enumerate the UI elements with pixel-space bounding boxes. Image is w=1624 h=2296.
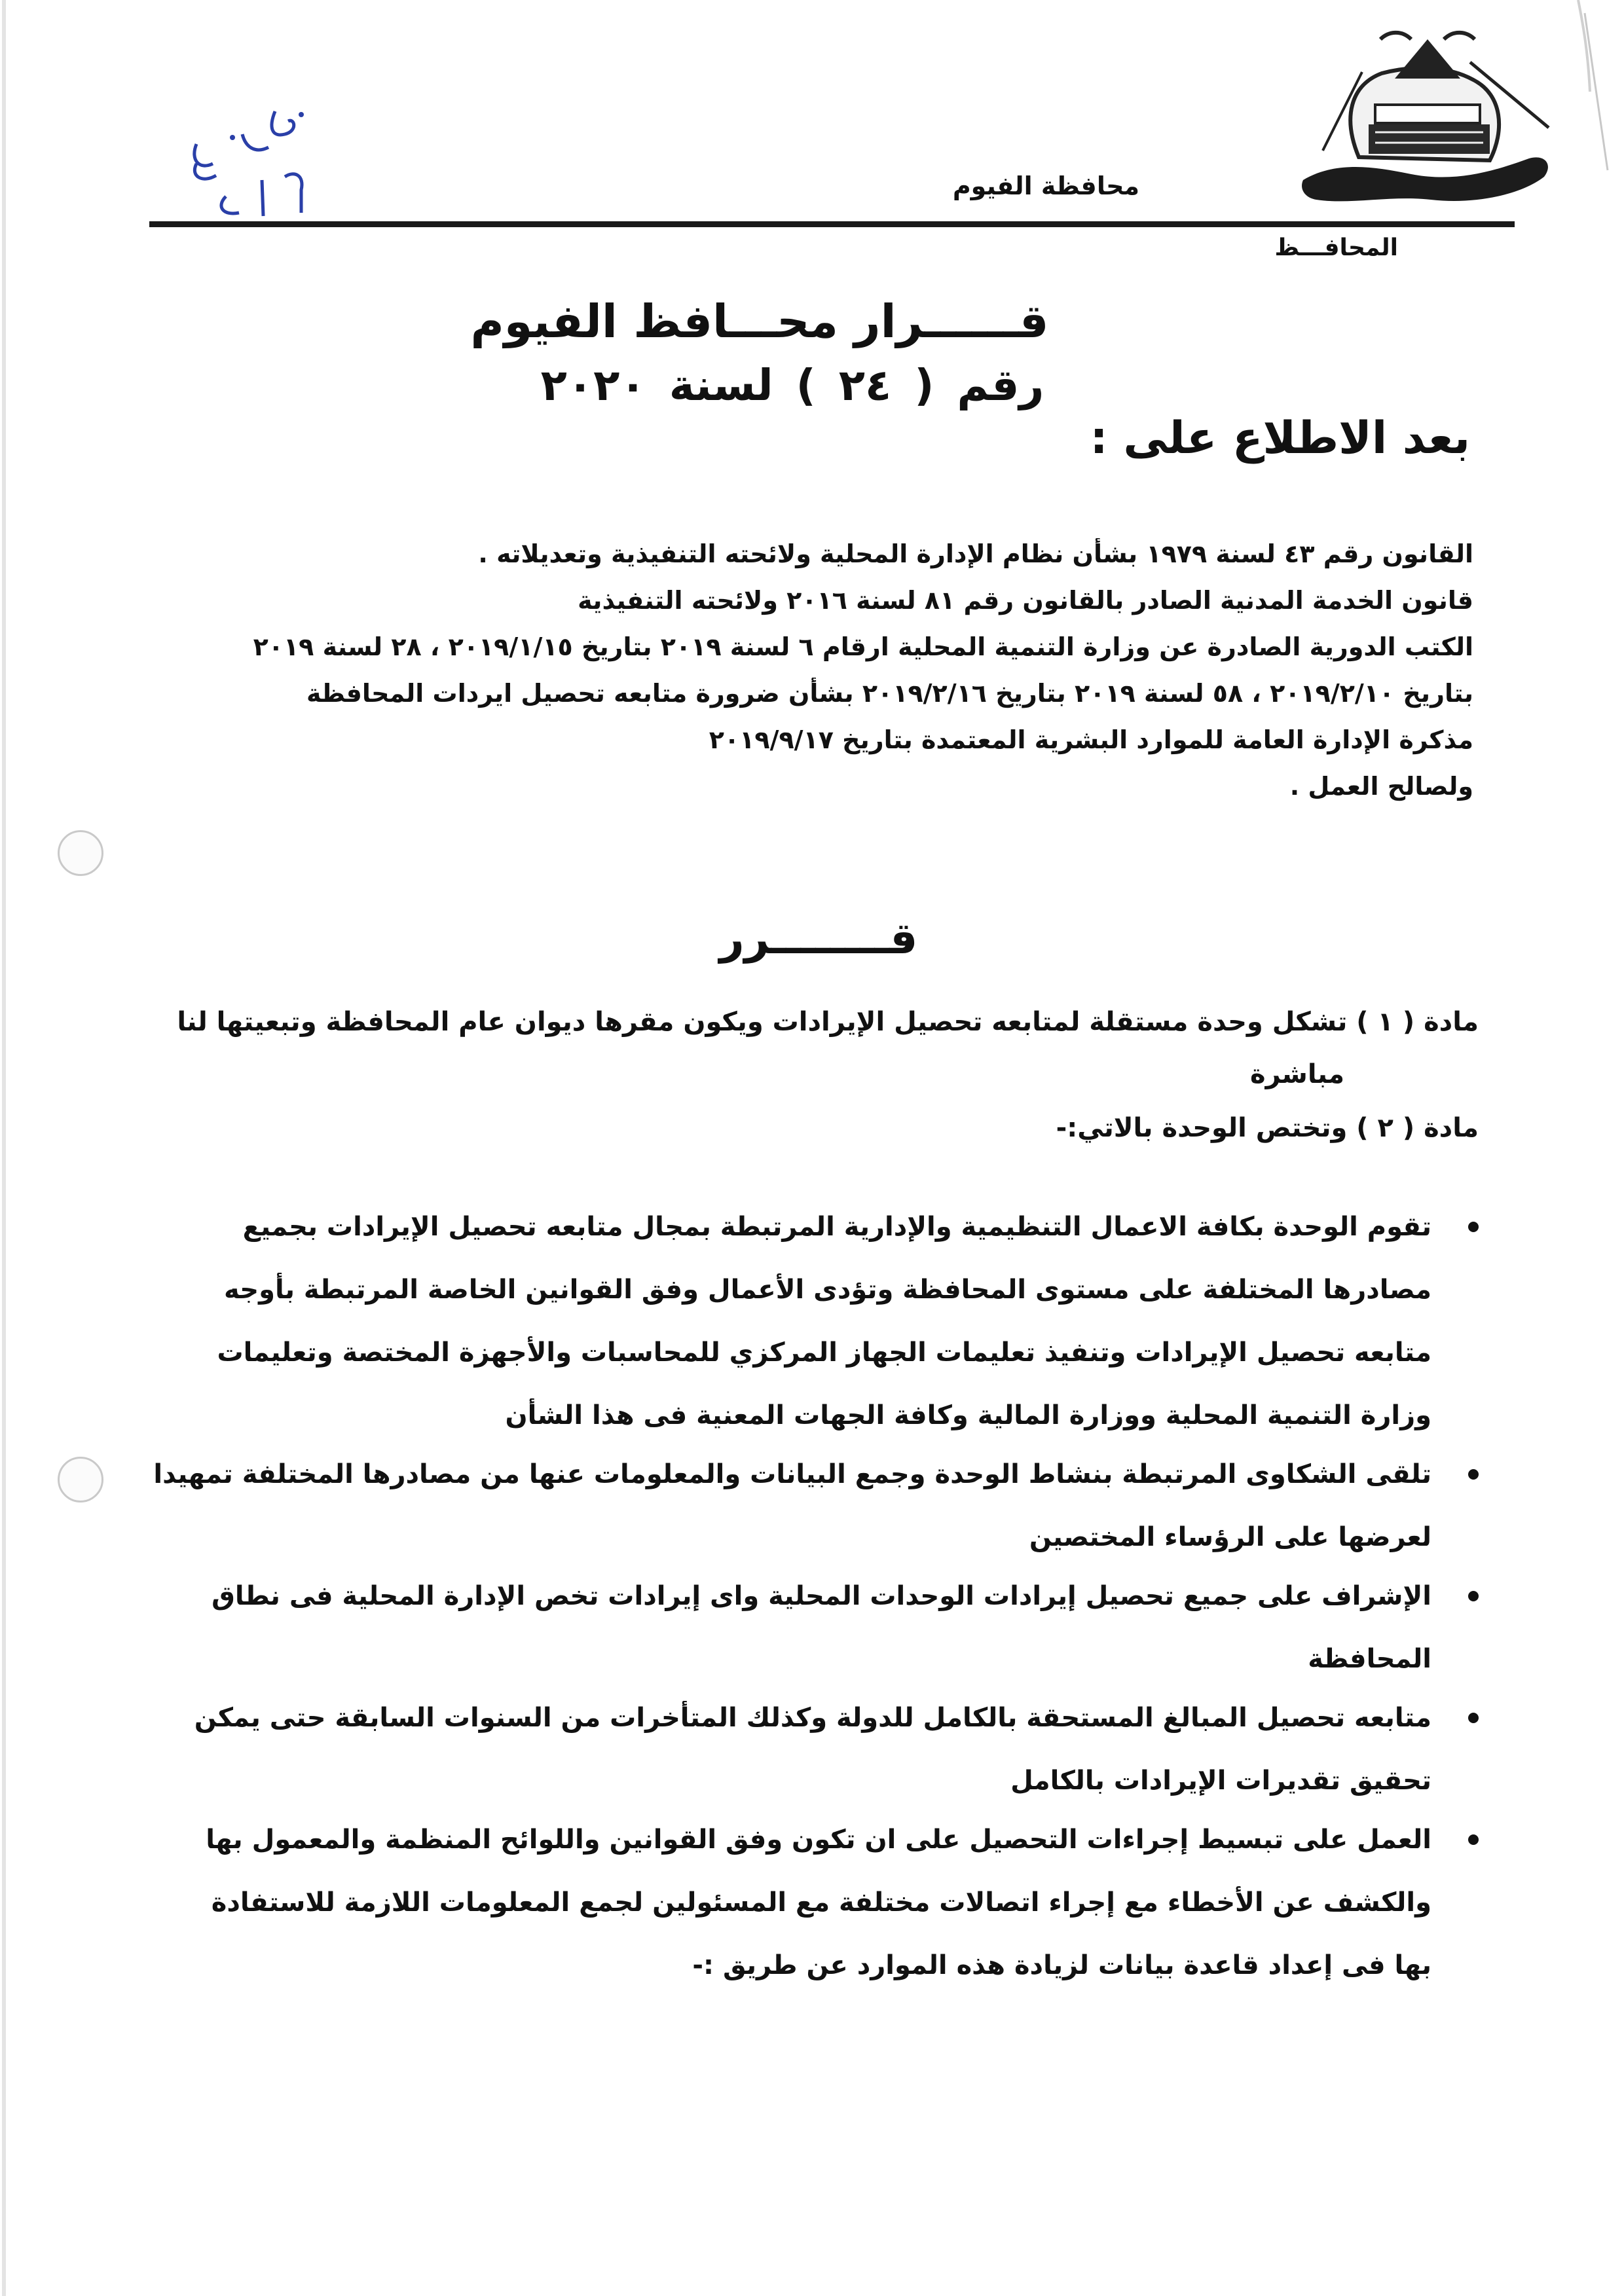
list-item-line: لعرضها على الرؤساء المختصين <box>1029 1522 1431 1552</box>
references-list <box>124 538 1473 817</box>
list-item-line: متابعه تحصيل الإيرادات وتنفيذ تعليمات الجهاز المركزي للمحاسبات والأجهزة المختصة وتعليمات <box>217 1338 1431 1368</box>
bullet-icon <box>1468 1713 1479 1723</box>
list-item-line: تحقيق تقديرات الإيرادات بالكامل <box>1010 1766 1431 1796</box>
list-item-line: وزارة التنمية المحلية ووزارة المالية وكافة الجهات المعنية فى هذا الشأن <box>505 1400 1431 1430</box>
unit-duties-list <box>130 1210 1479 1982</box>
list-item-line: العمل على تبسيط إجراءات التحصيل على ان تكون وفق القوانين واللوائح المنظمة والمعمول بها <box>206 1825 1431 1855</box>
list-item <box>130 1701 1479 1798</box>
list-item-line: المحافظة <box>1308 1644 1431 1674</box>
list-item-line: تلقى الشكاوى المرتبطة بنشاط الوحدة وجمع البيانات والمعلومات عنها من مصادرها المختلفة تمهيدا <box>153 1459 1431 1489</box>
bullet-icon <box>1468 1834 1479 1845</box>
bullet-icon <box>1468 1469 1479 1480</box>
list-item-line: متابعه تحصيل المبالغ المستحقة بالكامل للدولة وكذلك المتأخرات من السنوات السابقة حتى يمكن <box>194 1703 1431 1733</box>
governorate-emblem <box>1297 20 1559 216</box>
list-item-line: مصادرها المختلفة على مستوى المحافظة وتؤدى الأعمال وفق القوانين الخاصة المرتبطة بأوجه <box>224 1275 1431 1305</box>
reference-line: بتاريخ ٢٠١٩/٢/١٠ ، ٥٨ لسنة ٢٠١٩ بتاريخ ٢٠١٩/٢/١٦ بشأن ضرورة متابعه تحصيل ايردات المحافظة <box>306 679 1473 708</box>
list-item <box>130 1210 1479 1432</box>
governorate-name: محافظة الفيوم <box>952 172 1139 200</box>
list-item <box>130 1823 1479 1982</box>
article-2-text: مادة ( ٢ ) وتختص الوحدة بالاتي:- <box>1056 1113 1479 1143</box>
punch-hole <box>58 830 103 876</box>
list-item-line: والكشف عن الأخطاء مع إجراء اتصالات مختلفة مع المسئولين لجمع المعلومات اللازمة للاستفادة <box>211 1887 1431 1918</box>
decision-title: قــــــرار محـــافظ الفيوم <box>470 295 1049 348</box>
list-item-line: تقوم الوحدة بكافة الاعمال التنظيمية والإدارية المرتبطة بمجال متابعه تحصيل الإيرادات بجميع <box>242 1212 1431 1242</box>
decides-heading: قــــــــرر <box>719 913 918 964</box>
list-item <box>130 1457 1479 1554</box>
list-item-line: الإشراف على جميع تحصيل إيرادات الوحدات المحلية واى إيرادات تخص الإدارة المحلية فى نطاق <box>212 1581 1431 1611</box>
reference-line: الكتب الدورية الصادرة عن وزارة التنمية المحلية ارقام ٦ لسنة ٢٠١٩ بتاريخ ٢٠١٩/١/١٥ ، ٢٨ لسنة ٢٠١٩ <box>253 632 1473 661</box>
reference-line: مذكرة الإدارة العامة للموارد البشرية المعتمدة بتاريخ ٢٠١٩/٩/١٧ <box>709 725 1473 754</box>
punch-hole <box>58 1457 103 1503</box>
list-item-line: بها فى إعداد قاعدة بيانات لزيادة هذه الموارد عن طريق :- <box>692 1950 1431 1980</box>
decision-number: رقم ( ٢٤ ) لسنة ٢٠٢٠ <box>540 360 1044 410</box>
list-item <box>130 1579 1479 1676</box>
handwritten-annotation <box>170 98 367 242</box>
bullet-icon <box>1468 1591 1479 1601</box>
header-divider <box>149 221 1515 227</box>
article-1-continuation: مباشرة <box>1250 1059 1344 1089</box>
article-1-text: مادة ( ١ ) تشكل وحدة مستقلة لمتابعه تحصيل الإيرادات ويكون مقرها ديوان عام المحافظة وتبعيتها لنا <box>177 1007 1479 1037</box>
governor-office-label: المحافـــظ <box>1274 234 1398 261</box>
preamble-heading: بعد الاطلاع على : <box>1090 412 1470 464</box>
reference-line: قانون الخدمة المدنية الصادر بالقانون رقم ٨١ لسنة ٢٠١٦ ولائحته التنفيذية <box>578 586 1473 615</box>
bullet-icon <box>1468 1222 1479 1232</box>
reference-line: ولصالح العمل . <box>1289 772 1473 801</box>
reference-line: القانون رقم ٤٣ لسنة ١٩٧٩ بشأن نظام الإدارة المحلية ولائحته التنفيذية وتعديلاته . <box>478 539 1473 568</box>
articles-section <box>130 1005 1479 1145</box>
